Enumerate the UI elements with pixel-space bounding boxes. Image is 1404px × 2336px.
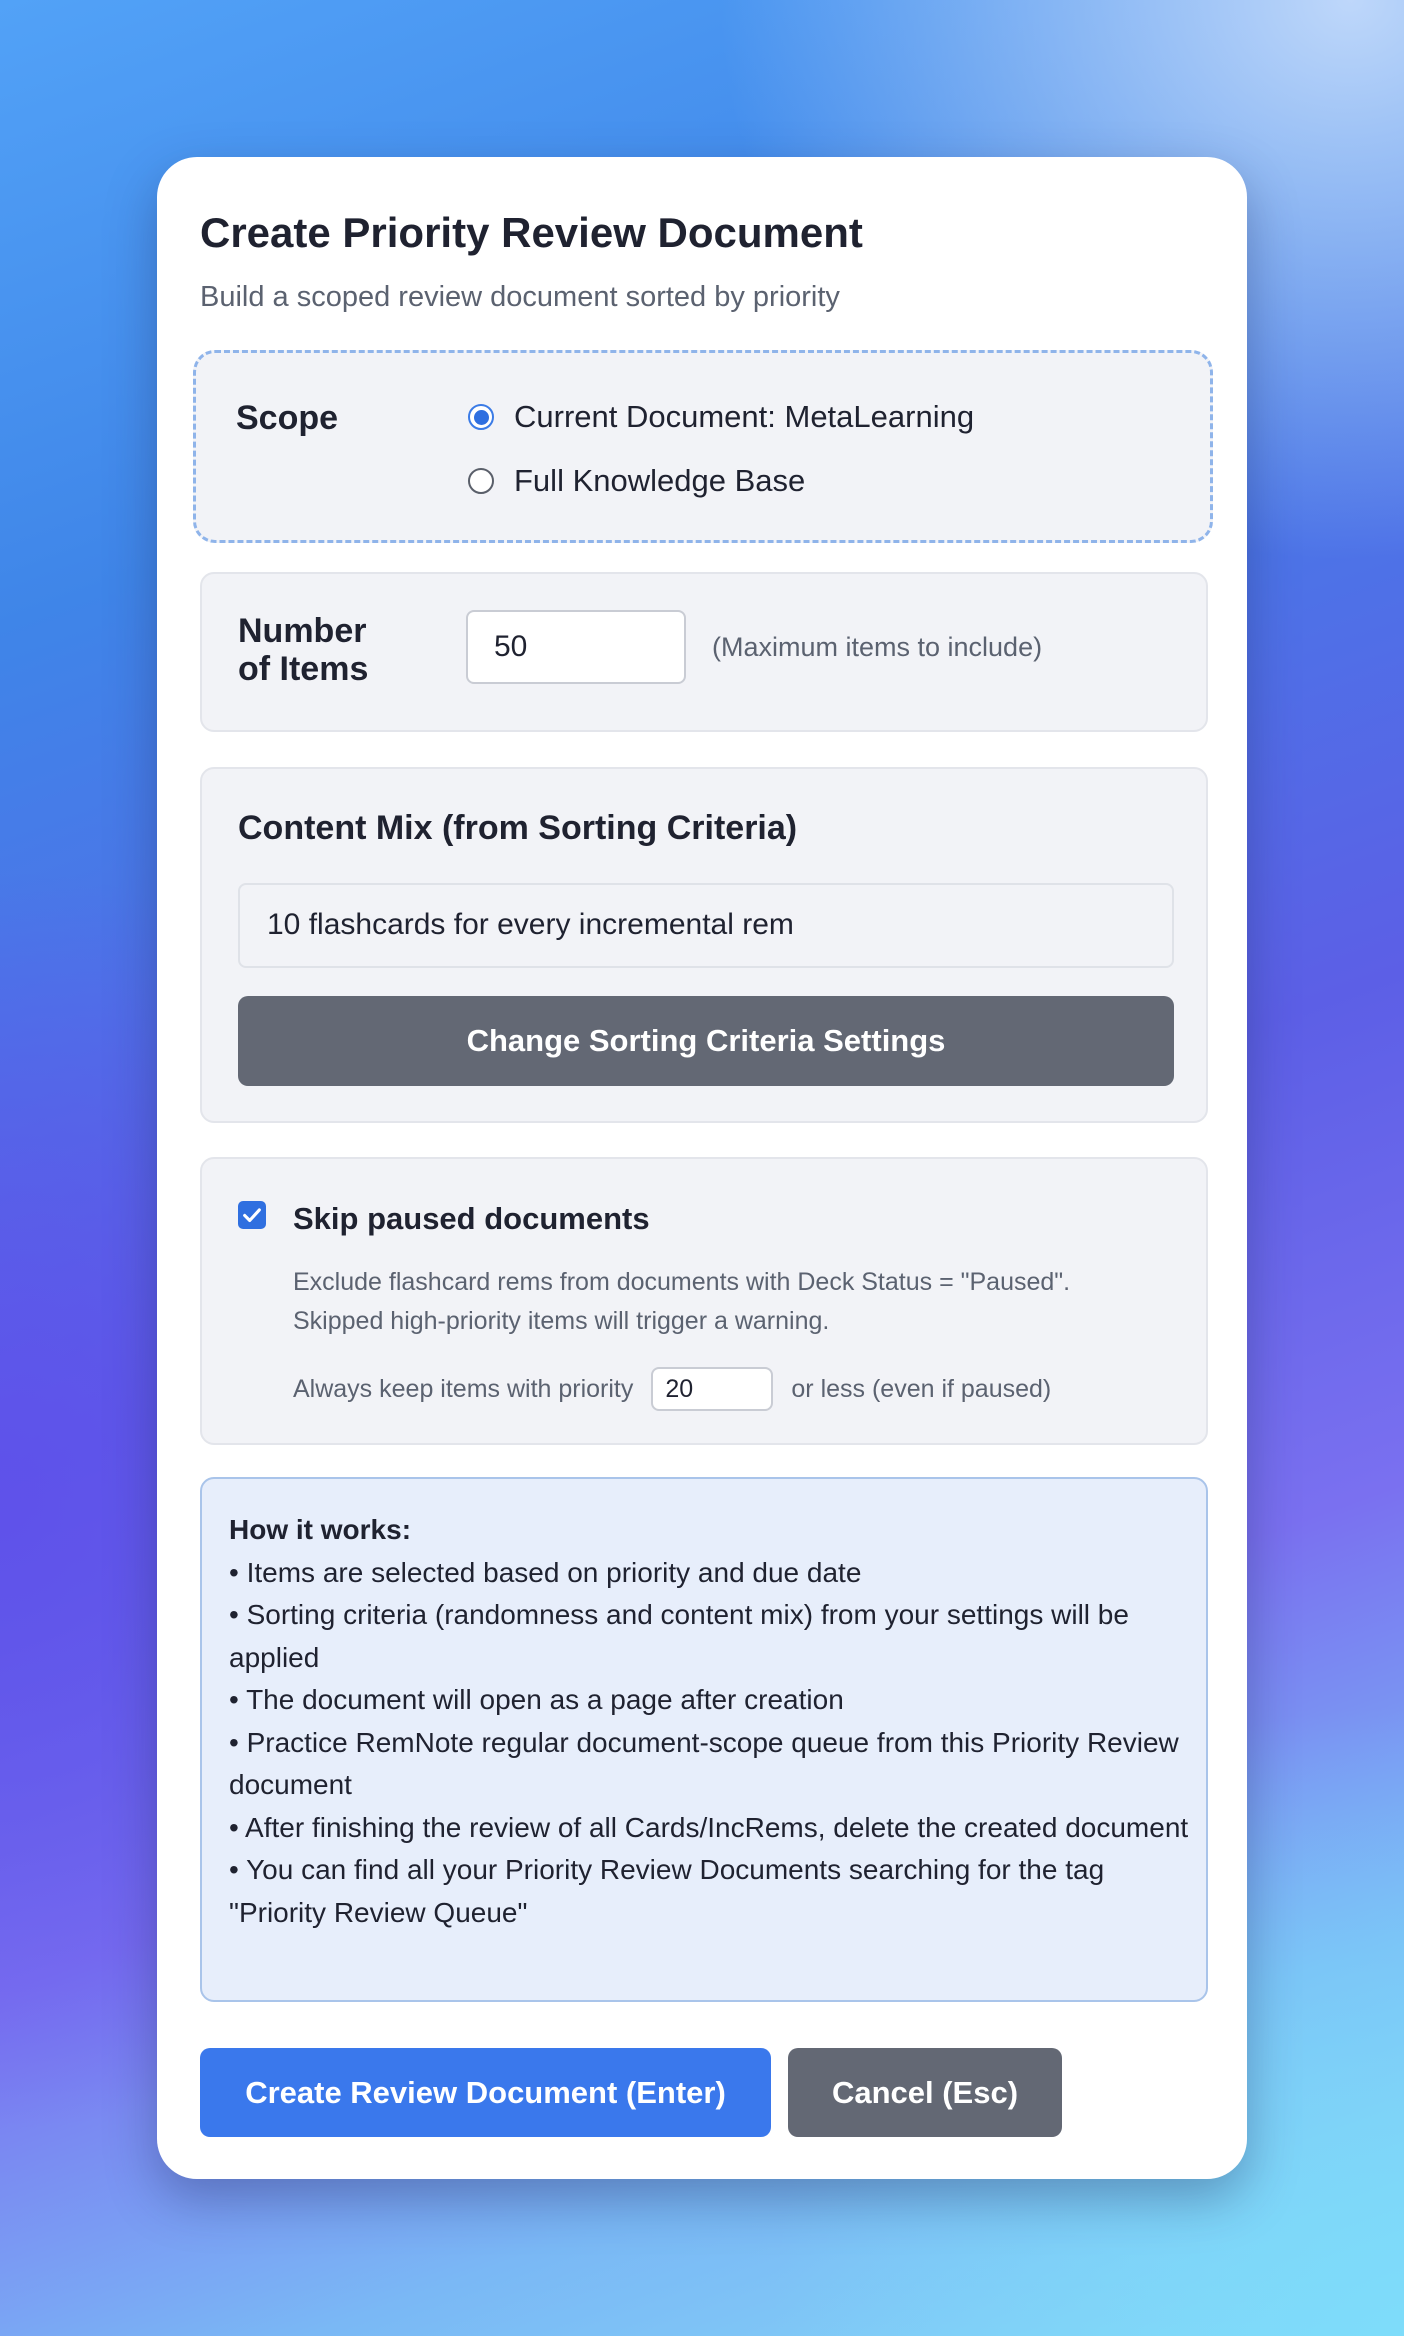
scope-option-current-document[interactable] bbox=[468, 399, 974, 435]
number-of-items-hint: (Maximum items to include) bbox=[712, 632, 1043, 662]
create-priority-review-dialog bbox=[157, 157, 1247, 2179]
how-it-works-bullet: • Sorting criteria (randomness and content mix) from your settings will be applied bbox=[229, 1599, 1129, 1673]
radio-button-selected[interactable] bbox=[468, 404, 494, 430]
number-of-items-label-line1: Number bbox=[238, 612, 367, 650]
number-of-items-section bbox=[200, 572, 1208, 732]
scope-option-label: Current Document: MetaLearning bbox=[514, 399, 975, 434]
content-mix-section bbox=[200, 767, 1208, 1123]
skip-paused-description-line2: Skipped high-priority items will trigger a warning. bbox=[293, 1307, 830, 1335]
how-it-works-bullet: • Practice RemNote regular document-scope queue from this Priority Review document bbox=[229, 1726, 1179, 1800]
checkmark-icon bbox=[241, 1204, 263, 1226]
how-it-works-text bbox=[229, 1509, 1189, 1934]
how-it-works-bullet: • Items are selected based on priority and due date bbox=[229, 1556, 862, 1588]
skip-paused-description bbox=[293, 1263, 1193, 1341]
how-it-works-bullet: • The document will open as a page after creation bbox=[229, 1684, 844, 1715]
keep-priority-prefix: Always keep items with priority bbox=[293, 1374, 634, 1403]
scope-option-full-knowledge-base[interactable] bbox=[468, 463, 805, 499]
number-of-items-label bbox=[238, 612, 368, 688]
scope-label: Scope bbox=[236, 399, 339, 437]
skip-paused-section bbox=[200, 1157, 1208, 1445]
number-of-items-input[interactable]: 50 bbox=[466, 610, 686, 684]
dialog-title: Create Priority Review Document bbox=[200, 209, 863, 256]
number-of-items-label-line2: of Items bbox=[238, 650, 369, 688]
keep-priority-row bbox=[293, 1367, 1051, 1411]
content-mix-value: 10 flashcards for every incremental rem bbox=[238, 883, 1174, 968]
dialog-subtitle: Build a scoped review document sorted by priority bbox=[200, 281, 840, 313]
keep-priority-suffix: or less (even if paused) bbox=[791, 1374, 1052, 1403]
skip-paused-title: Skip paused documents bbox=[293, 1201, 650, 1236]
skip-paused-description-line1: Exclude flashcard rems from documents with Deck Status = "Paused". bbox=[293, 1268, 1071, 1296]
cancel-button[interactable]: Cancel (Esc) bbox=[788, 2048, 1062, 2137]
scope-section bbox=[193, 350, 1213, 543]
keep-priority-input[interactable]: 20 bbox=[651, 1367, 773, 1411]
scope-option-label: Full Knowledge Base bbox=[514, 463, 806, 498]
how-it-works-bullet: • After finishing the review of all Cards/IncRems, delete the created document bbox=[229, 1811, 1189, 1843]
create-review-document-button[interactable]: Create Review Document (Enter) bbox=[200, 2048, 771, 2137]
content-mix-title: Content Mix (from Sorting Criteria) bbox=[238, 809, 798, 847]
how-it-works-box bbox=[200, 1477, 1208, 2002]
how-it-works-bullet: • You can find all your Priority Review Documents searching for the tag "Priority Review Queue" bbox=[229, 1854, 1105, 1928]
skip-paused-checkbox[interactable] bbox=[238, 1201, 266, 1229]
how-it-works-title: How it works: bbox=[229, 1514, 412, 1545]
radio-button[interactable] bbox=[468, 468, 494, 494]
change-sorting-criteria-button[interactable]: Change Sorting Criteria Settings bbox=[238, 996, 1174, 1086]
